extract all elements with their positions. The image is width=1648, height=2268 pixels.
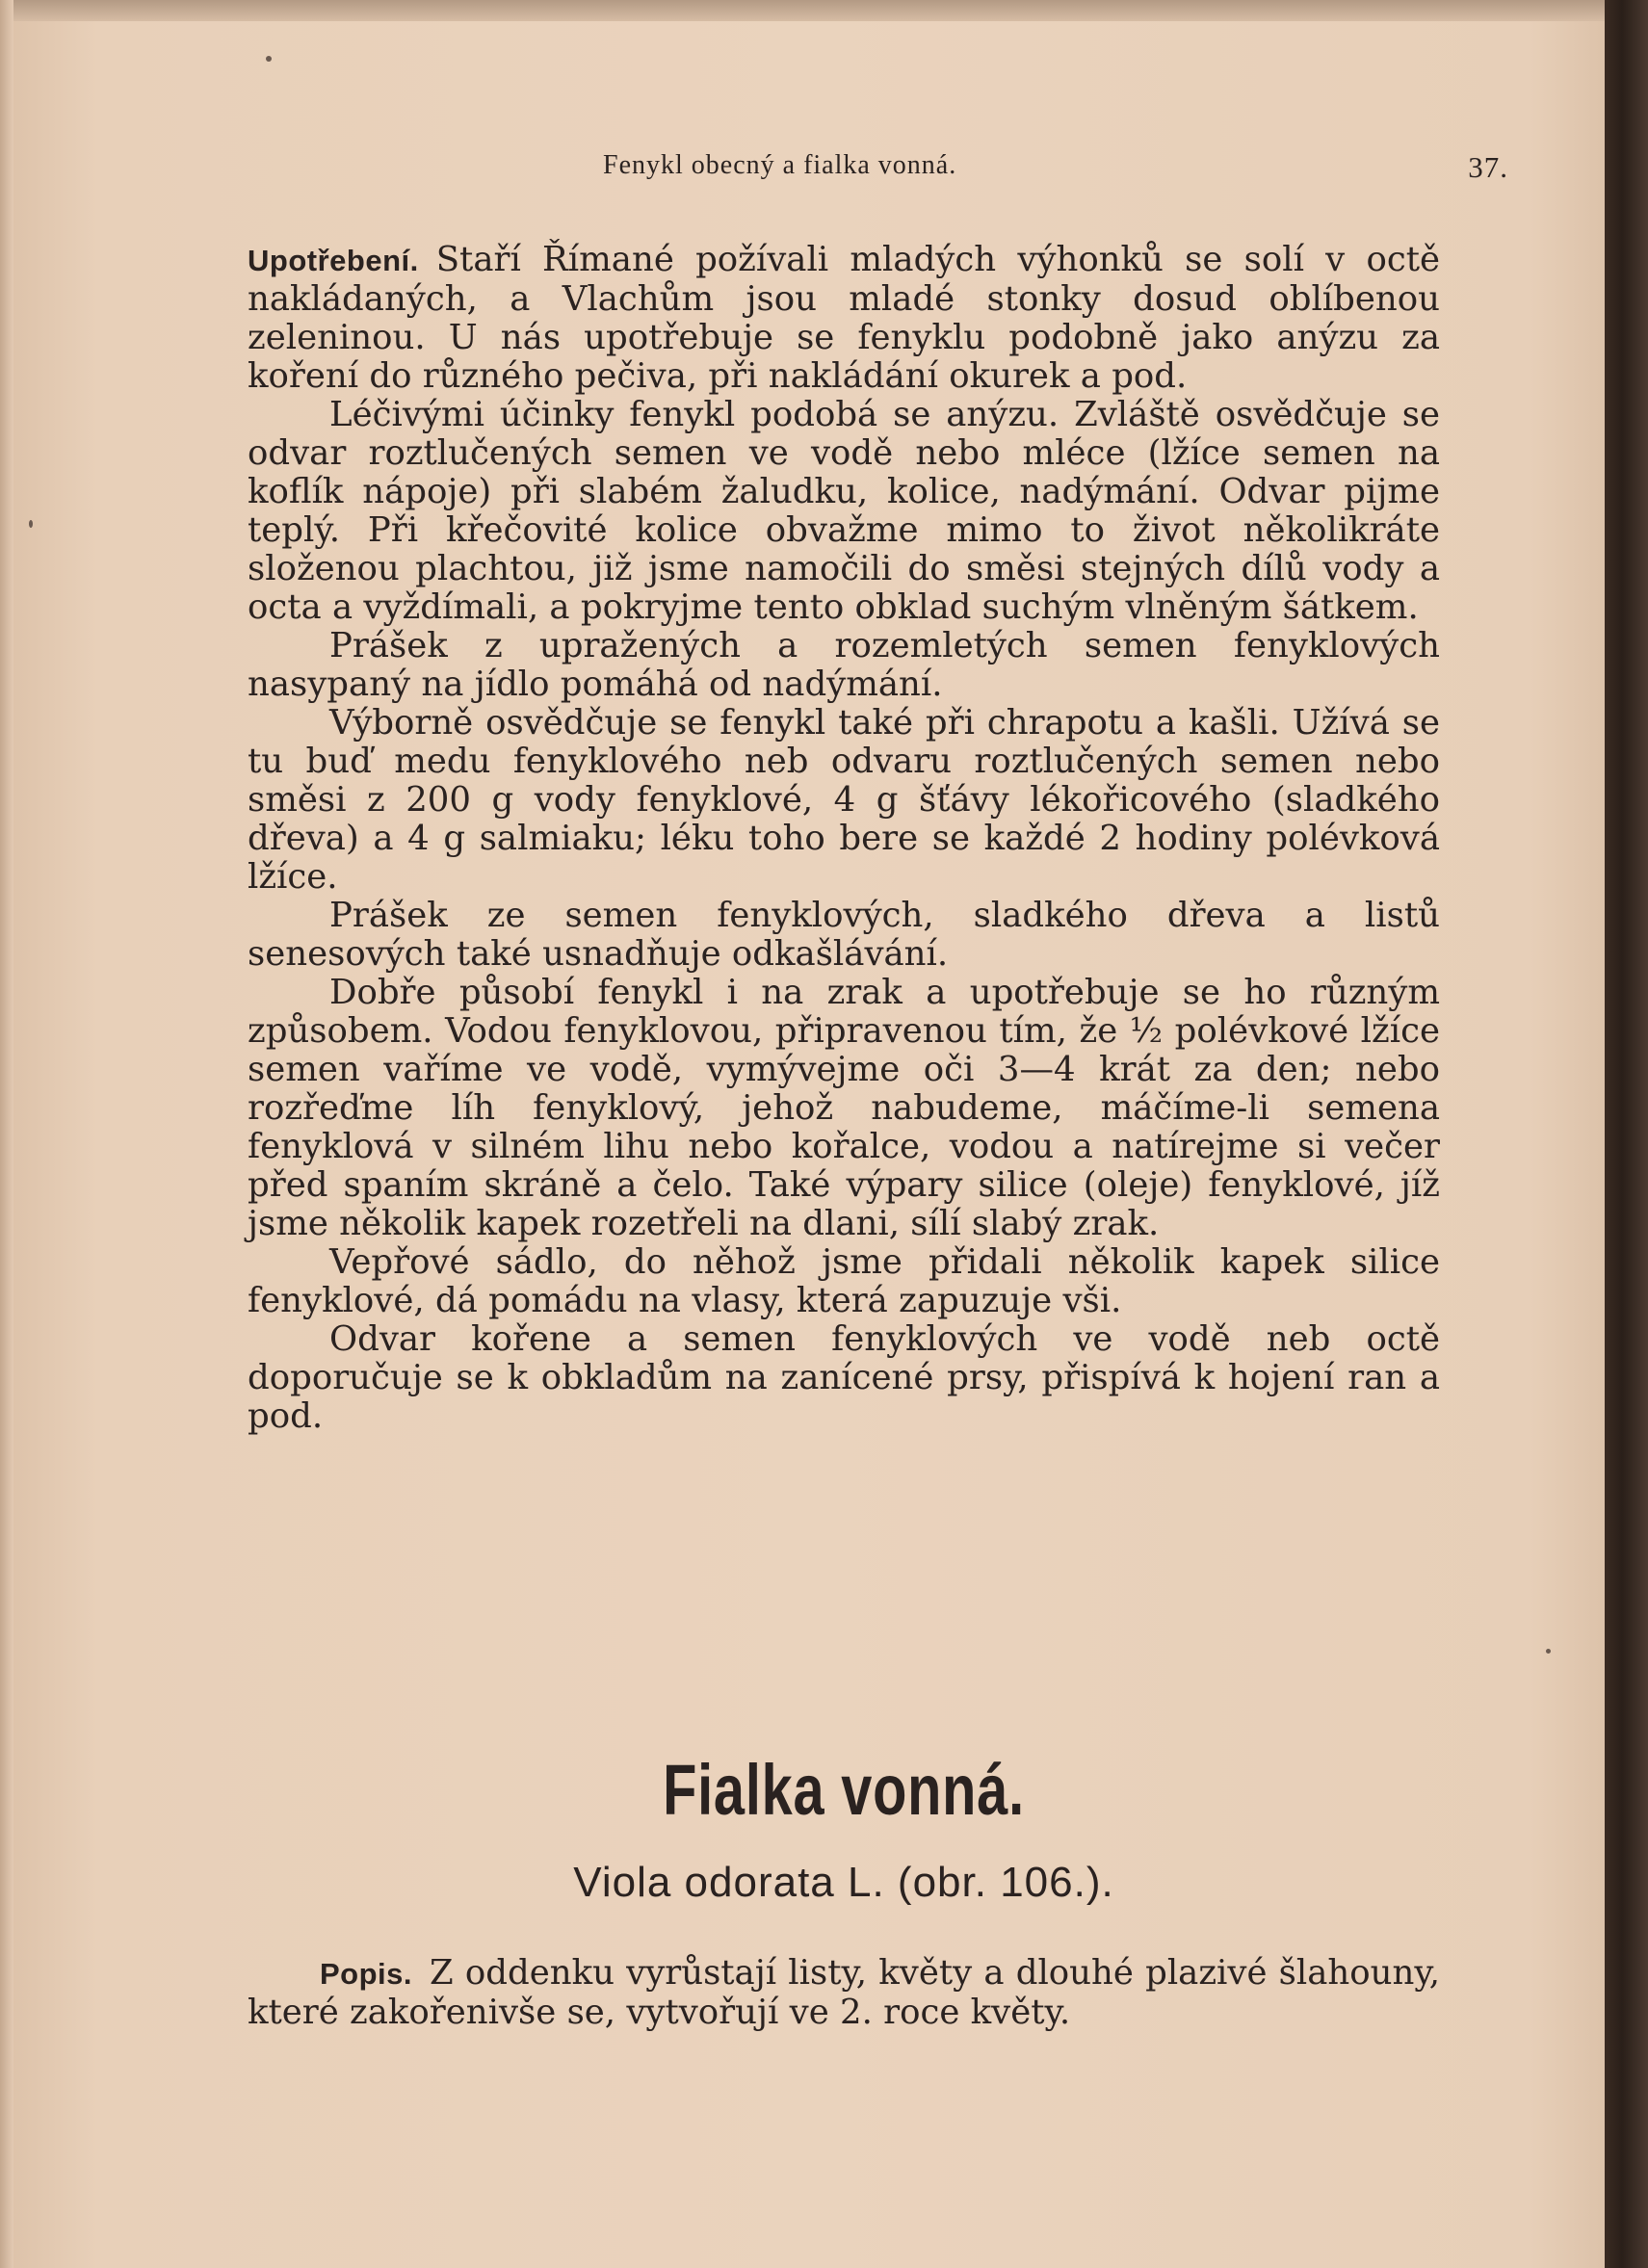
paper-speck [29, 520, 33, 528]
paragraph-compress: Odvar kořene a semen fenyklových ve vodě neb octě doporučuje se k obkladům na zanícené prsy, přispívá k hojení ran a pod. [248, 1319, 1440, 1436]
paragraph-lead-upotrebeni: Upotřebení. [248, 244, 419, 277]
paragraph-usage [248, 241, 1440, 396]
paper-speck [1546, 1649, 1551, 1654]
paragraph-hair-pomade: Vepřové sádlo, do něhož jsme přidali několik kapek silice fenyklové, dá pomádu na vlasy, která zapuzuje vši. [248, 1242, 1440, 1320]
running-title: Fenykl obecný a fialka vonná. [603, 150, 957, 180]
section-subtitle: Viola odorata L. (obr. 106.). [573, 1859, 1114, 1906]
section-title: Fialka vonná. [663, 1750, 1025, 1830]
page-left-edge [0, 0, 13, 2268]
book-binding-edge [1605, 0, 1648, 2268]
paragraph-lead-popis: Popis. [320, 1957, 413, 1991]
violet-description [248, 1954, 1440, 2032]
paragraph-medicinal-effects: Léčivými účinky fenykl podobá se anýzu. Zvláště osvědčuje se odvar roztlučených semen ve vodě nebo mléce (lžíce semen na koflík nápoje) při slabém žaludku, kolice, nadýmání. Odvar pijme teplý. Při křečovité kolice obvažme mimo to život několikráte složenou plachtou, již jsme namočili do směsi stejných dílů vody a octa a vyždímali, a pokryjme tento obklad suchým vlněným šátkem. [248, 395, 1440, 627]
fennel-usage-text [248, 241, 1440, 1436]
page-top-edge [0, 0, 1628, 21]
paper-speck [266, 56, 272, 62]
paragraph-popis [248, 1954, 1440, 2032]
paragraph-eyesight: Dobře působí fenykl i na zrak a upotřebuje se ho různým způsobem. Vodou fenyklovou, připravenou tím, že ½ polévkové lžíce semen vaříme ve vodě, vymývejme oči 3—4 krát za den; nebo rozřeďme líh fenyklový, jehož nabudeme, máčíme-li semena fenyklová v silném lihu nebo kořalce, vodou a natírejme si večer před spaním skráně a čelo. Také výpary silice (oleje) fenyklové, jíž jsme několik kapek rozetřeli na dlani, sílí slabý zrak. [248, 973, 1440, 1243]
page-number: 37. [1468, 150, 1508, 184]
paragraph-powder-bloating: Prášek z upražených a rozemletých semen fenyklových nasypaný na jídlo pomáhá od nadýmání. [248, 626, 1440, 704]
paragraph-hoarseness-cough: Výborně osvědčuje se fenykl také při chrapotu a kašli. Užívá se tu buď medu fenyklového neb odvaru roztlučených semen nebo směsi z 200 g vody fenyklové, 4 g šťávy lékořicového (sladkého dřeva) a 4 g salmiaku; léku toho bere se každé 2 hodiny polévková lžíce. [248, 703, 1440, 897]
paragraph-expectoration: Prášek ze semen fenyklových, sladkého dřeva a listů senesových také usnadňuje odkašlávání. [248, 896, 1440, 974]
running-header [603, 150, 1508, 189]
paragraph-text: Staří Římané požívali mladých výhonků se solí v octě nakládaných, a Vlachům jsou mladé stonky dosud oblíbenou zeleninou. U nás upotřebuje se fenyklu podobně jako anýzu za koření do různého pečiva, při nakládání okurek a pod. [248, 240, 1440, 396]
paragraph-text: Z oddenku vyrůstají listy, květy a dlouhé plazivé šlahouny, které zakořenivše se, vytvořují ve 2. roce květy. [248, 1953, 1440, 2032]
